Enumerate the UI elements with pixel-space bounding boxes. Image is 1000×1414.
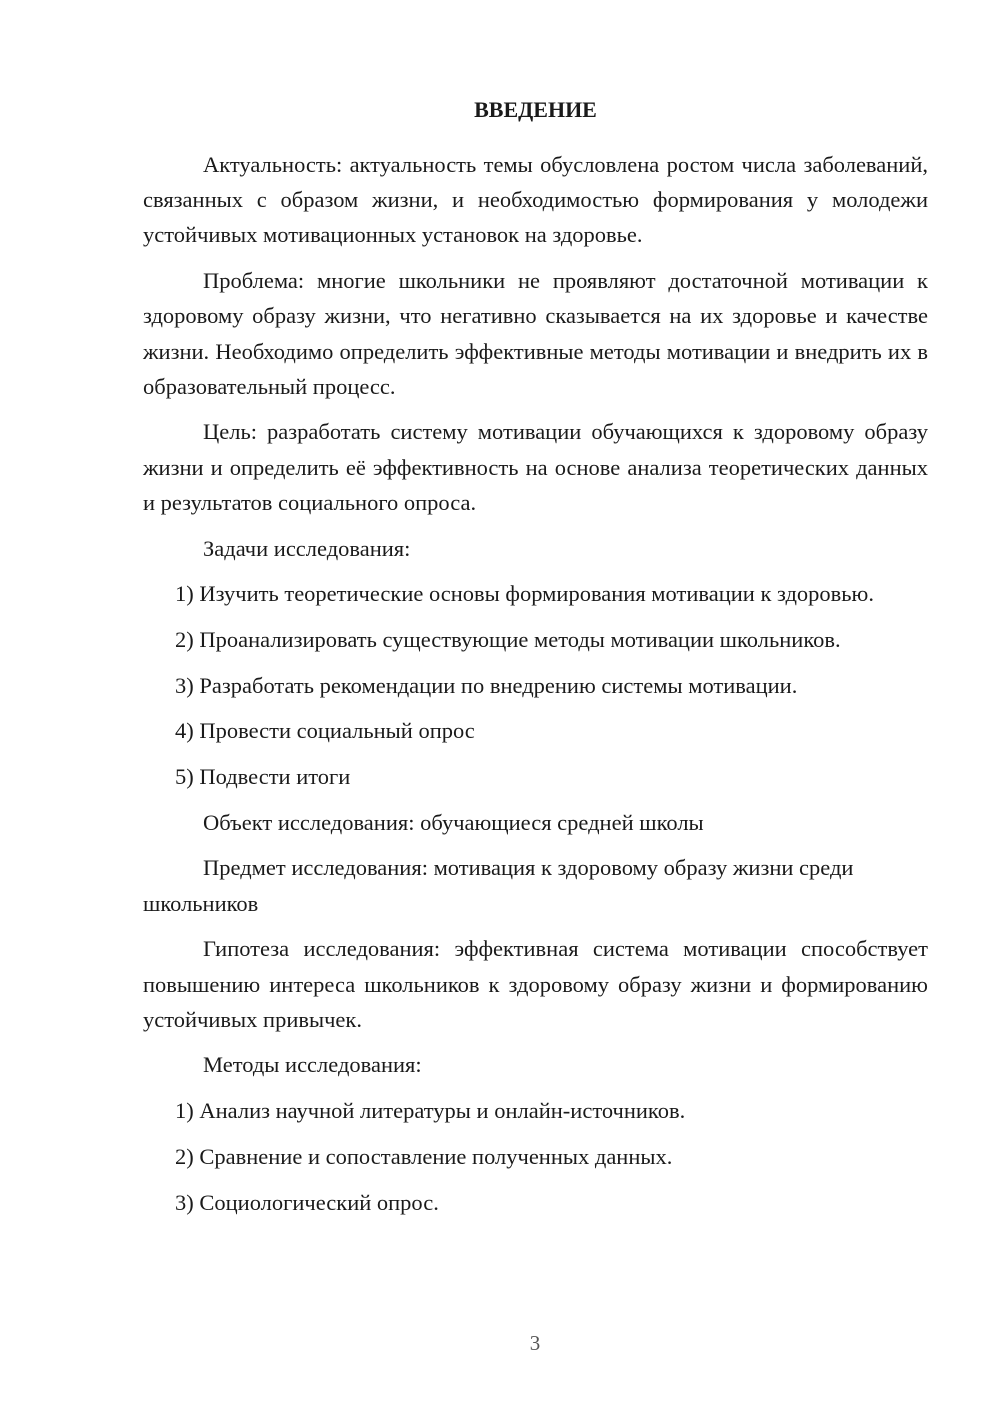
document-page — [143, 90, 928, 1220]
object-paragraph: Объект исследования: обучающиеся средней школы — [203, 809, 704, 835]
task-item: 5) Подвести итоги — [175, 764, 351, 790]
method-item: 3) Социологический опрос. — [175, 1189, 439, 1215]
problem-paragraph: Проблема: многие школьники не проявляют достаточной мотивации к здоровому образу жизни, что негативно сказывается на их здоровье и качестве жизни. Необходимо определить эффективные методы мотивации и внедрить их в образовательный процесс. — [143, 268, 928, 399]
task-item: 2) Проанализировать существующие методы мотивации школьников. — [175, 626, 841, 652]
method-item: 2) Сравнение и сопоставление полученных данных. — [175, 1143, 673, 1169]
goal-paragraph: Цель: разработать систему мотивации обучающихся к здоровому образу жизни и определить её эффективность на основе анализа теоретических данных и результатов социального опроса. — [143, 419, 928, 515]
method-item: 1) Анализ научной литературы и онлайн-источников. — [175, 1098, 686, 1124]
page-number: 3 — [529, 1331, 541, 1355]
methods-heading: Методы исследования: — [203, 1052, 422, 1078]
tasks-heading: Задачи исследования: — [203, 535, 411, 561]
page-title: ВВЕДЕНИЕ — [474, 97, 597, 122]
task-item: 3) Разработать рекомендации по внедрению системы мотивации. — [175, 672, 798, 698]
relevance-paragraph: Актуальность: актуальность темы обусловлена ростом числа заболеваний, связанных с образом жизни, и необходимостью формирования у молодежи устойчивых мотивационных установок на здоровье. — [143, 152, 928, 248]
hypothesis-paragraph: Гипотеза исследования: эффективная система мотивации способствует повышению интереса школьников к здоровому образу жизни и формированию устойчивых привычек. — [143, 936, 928, 1032]
subject-paragraph: Предмет исследования: мотивация к здоровому образу жизни среди школьников — [143, 855, 854, 916]
task-item: 4) Провести социальный опрос — [175, 718, 475, 744]
task-item: 1) Изучить теоретические основы формирования мотивации к здоровью. — [175, 581, 874, 607]
